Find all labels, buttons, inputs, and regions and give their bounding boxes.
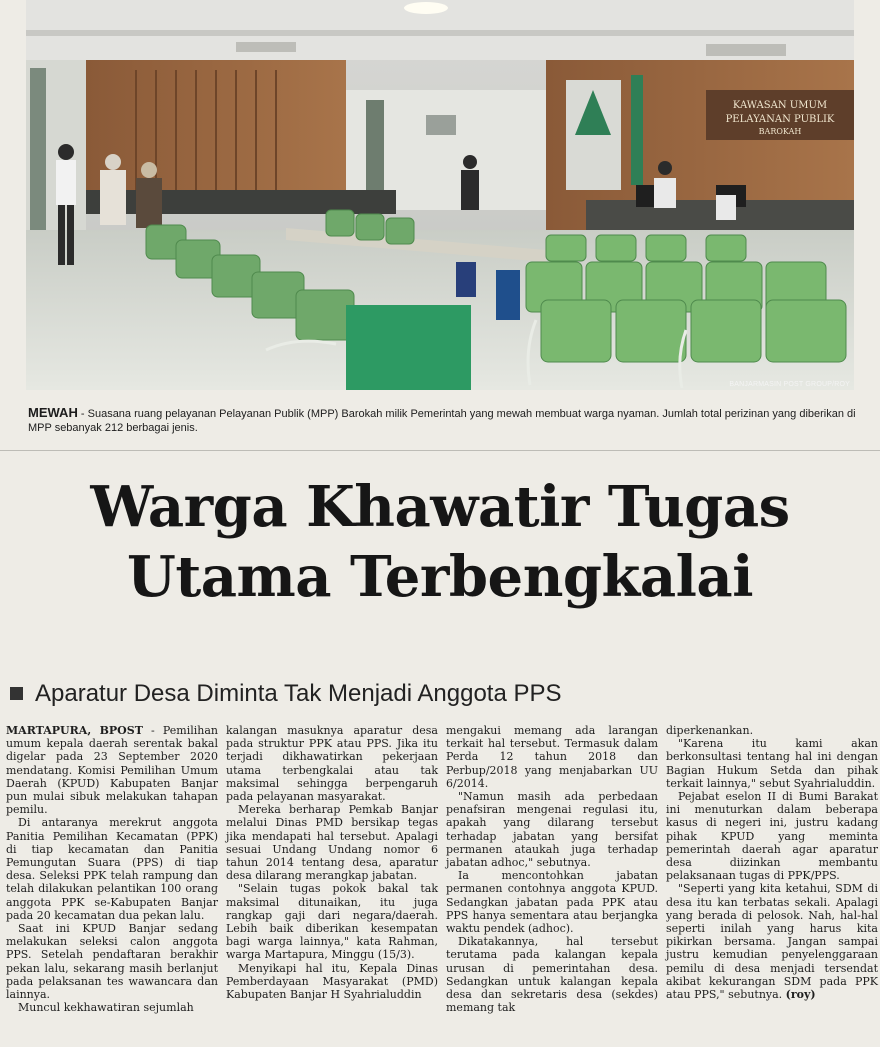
sign-text: KAWASAN UMUM xyxy=(732,100,828,111)
author-signature: (roy) xyxy=(785,988,816,1002)
paragraph: Muncul kekhawatiran sejumlah xyxy=(18,1001,194,1015)
headline-line-2: Utama Terbengkalai xyxy=(127,544,753,610)
svg-text:PELAYANAN PUBLIK: PELAYANAN PUBLIK xyxy=(725,114,835,125)
article-column-3 xyxy=(446,724,658,1014)
paragraph: diperkenankan. xyxy=(666,724,754,737)
paragraph: Saat ini KPUD Banjar sedang melakukan seleksi calon anggota PPS. Setelah pendaftaran berakhir pekan lalu, sekarang masih berlanjut pada pelaksanan tes wawancara dan lainnya. xyxy=(6,922,218,1002)
paragraph: "Seperti yang kita ketahui, SDM di desa itu kan terbatas sekali. Apalagi yang berada di pelosok. Nah, hal-hal seperti inilah yang harus kita pikirkan bersama. Jangan sampai justru kemudian penyelenggaraan pemilu di desa menjadi tersendat akibat kekurangan SDM pada PPK atau PPS," sebutnya. (roy) xyxy=(666,882,878,1002)
paragraph: "Namun masih ada perbedaan penafsiran mengenai regulasi itu, apakah yang dilarang tersebut terhadap jabatan yang bersifat permanen ataukah juga terhadap jabatan adhoc," sebutnya. xyxy=(446,790,658,870)
caption-lead: MEWAH xyxy=(28,405,78,420)
service-hall-illustration xyxy=(26,0,854,390)
divider xyxy=(0,450,880,451)
article-column-1 xyxy=(6,724,218,1014)
headline-line-1: Warga Khawatir Tugas xyxy=(90,474,790,540)
paragraph: Ia mencontohkan jabatan permanen contohnya anggota KPUD. Sedangkan jabatan pada PPK atau PPS hanya sementara atau berjangka waktu pendek (adhoc). xyxy=(446,869,658,936)
paragraph: "Karena itu kami akan berkonsultasi tentang hal ini dengan Bagian Hukum Setda dan pihak terkait lainnya," sebut Syahrialuddin. xyxy=(666,737,878,790)
paragraph: kalangan masuknya aparatur desa pada struktur PPK atau PPS. Jika itu terjadi dikhawatirkan pekerjaan utama terbengkalai atau tak maksimal sehingga berpengaruh pada pelayanan masyarakat. xyxy=(226,724,438,804)
article-subheadline xyxy=(10,680,562,708)
paragraph: Di antaranya merekrut anggota Panitia Pemilihan Kecamatan (PPK) di tiap kecamatan dan Panitia Pemungutan Suara (PPS) di tiap desa. Seleksi PPK telah rampung dan telah dilakukan pelantikan 100 orang anggota PPK se-Kabupaten Banjar pada 20 kecamatan dua pekan lalu. xyxy=(6,816,218,922)
paragraph: Mereka berharap Pemkab Banjar melalui Dinas PMD bersikap tegas jika mendapati hal tersebut. Apalagi sesuai Undang Undang nomor 6 tahun 2014 tentang desa, aparatur desa dilarang merangkap jabatan. xyxy=(226,803,438,883)
paragraph: "Selain tugas pokok bakal tak maksimal ditunaikan, itu juga rangkap gaji dari negara/daerah. Lebih baik diberikan kesempatan bagi warga lainnya," kata Rahman, warga Martapura, Minggu (15/3). xyxy=(226,882,438,962)
svg-text:BAROKAH: BAROKAH xyxy=(758,127,802,136)
subheadline-text: Aparatur Desa Diminta Tak Menjadi Anggota PPS xyxy=(35,680,562,707)
paragraph: Menyikapi hal itu, Kepala Dinas Pemberdayaan Masyarakat (PMD) Kabupaten Banjar H Syahrialuddin xyxy=(226,961,438,1002)
paragraph: MARTAPURA, BPOST - Pemilihan umum kepala daerah serentak bakal digelar pada 23 September 2020 mendatang. Komisi Pemilihan Umum Daerah (KPUD) Kabupaten Banjar pun mulai sibuk melakukan tahapan pemilu. xyxy=(6,724,218,817)
article-column-4 xyxy=(666,724,878,1001)
square-bullet-icon xyxy=(10,687,23,700)
article-headline xyxy=(20,472,860,612)
paragraph: Dikatakannya, hal tersebut terutama pada kalangan kepala urusan di pemerintahan desa. Sedangkan untuk kalangan kepala desa dan sekretaris desa (sekdes) memang tak xyxy=(446,935,658,1015)
dateline: MARTAPURA, BPOST xyxy=(6,724,143,737)
paragraph: Pejabat eselon II di Bumi Barakat ini menuturkan dalam beberapa kasus di negeri ini, justru kadang pihak KPUD yang meminta pemerintah daerah agar aparatur desa diizinkan membantu pelaksanaan tugas di PPK/PPS. xyxy=(666,790,878,883)
paragraph: mengakui memang ada larangan terkait hal tersebut. Termasuk dalam Perda 12 tahun 2018 dan Perbup/2018 yang menjabarkan UU 6/2014. xyxy=(446,724,658,790)
photo-caption xyxy=(28,406,858,435)
news-photo xyxy=(26,0,854,390)
caption-text: - Suasana ruang pelayanan Pelayanan Publik (MPP) Barokah milik Pemerintah yang mewah membuat warga nyaman. Jumlah total perizinan yang diberikan di MPP sebanyak 212 berbagai jenis. xyxy=(28,408,856,434)
article-column-2 xyxy=(226,724,438,1001)
photo-credit: BANJARMASIN POST GROUP/ROY xyxy=(729,381,850,388)
